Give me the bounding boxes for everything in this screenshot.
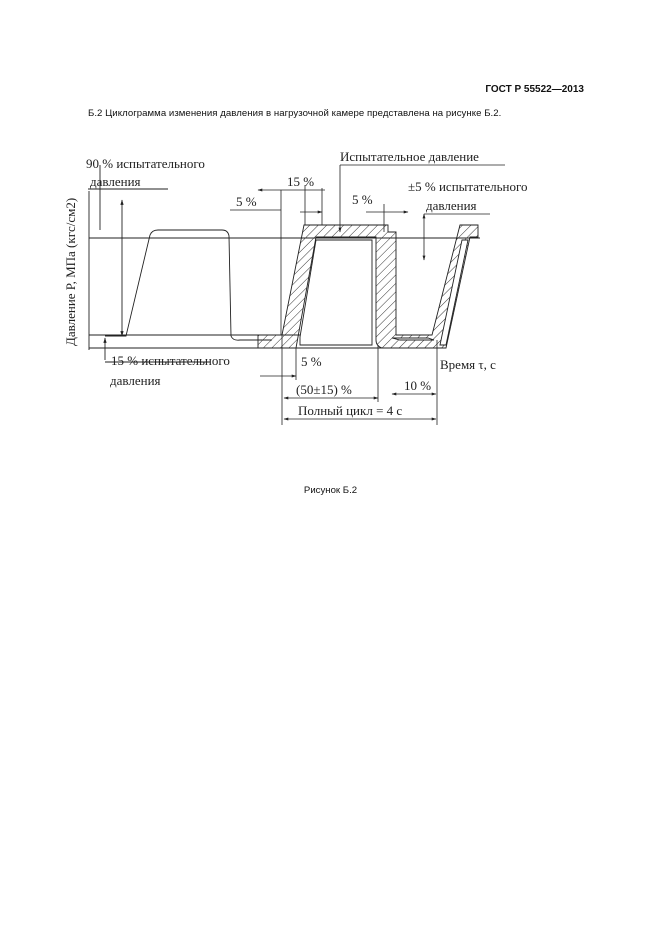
label-15-line2: давления [110,373,161,388]
label-full-cycle: Полный цикл = 4 с [298,403,403,418]
label-90-line1: 90 % испытательного [86,156,205,171]
label-15-top: 15 % [287,174,315,189]
label-5-right: 5 % [352,192,373,207]
label-5-left: 5 % [236,194,257,209]
example-curve [105,230,272,340]
label-tolerance-line2: давления [426,198,477,213]
label-50-percent: (50±15) % [296,382,352,397]
figure-caption: Рисунок Б.2 [303,485,358,496]
label-10-percent: 10 % [404,378,432,393]
y-axis-label: Давление P, МПа (кгс/см2) [63,197,78,346]
intro-paragraph: Б.2 Циклограмма изменения давления в нагрузочной камере представлена на рисунке Б.2. [88,108,502,119]
x-axis-label: Время τ, с [440,357,496,372]
label-90-line2: давления [90,174,141,189]
label-15-line1: 15 % испытательного [111,353,230,368]
label-test-pressure: Испытательное давление [340,149,479,164]
label-tolerance-line1: ±5 % испытательного [408,179,528,194]
document-code: ГОСТ Р 55522—2013 [485,84,584,95]
label-5-bottom: 5 % [301,354,322,369]
